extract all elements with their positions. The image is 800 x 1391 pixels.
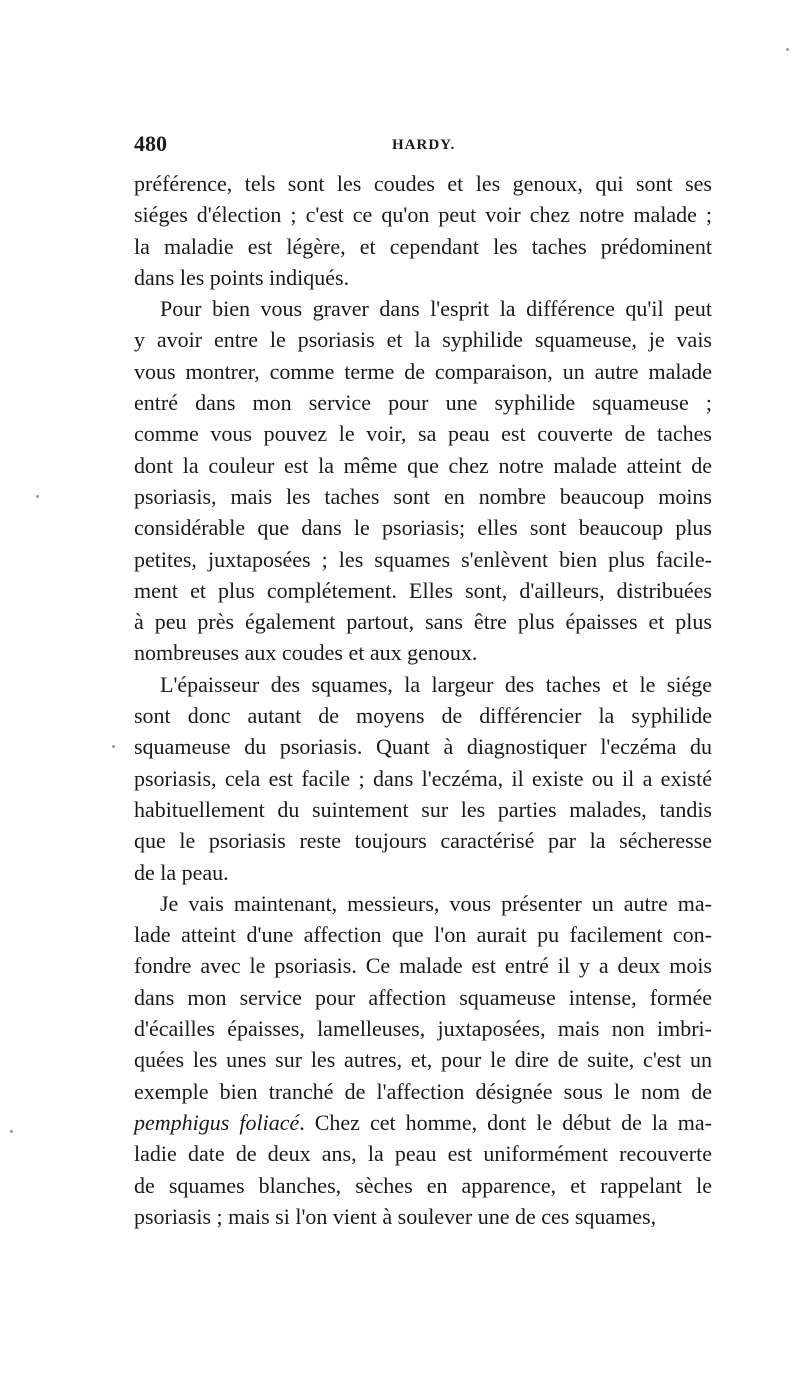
body-text	[134, 168, 712, 1232]
text-line: à peu près également partout, sans être plus épaisses et plus	[134, 609, 712, 635]
text-line: fondre avec le psoriasis. Ce malade est entré il y a deux mois	[134, 953, 712, 979]
text-line: dont la couleur est la même que chez notre malade atteint de	[134, 452, 712, 478]
paragraph	[134, 168, 712, 293]
running-head: HARDY.	[392, 137, 456, 153]
text-line: Pour bien vous graver dans l'esprit la différence qu'il peut	[160, 296, 712, 322]
text-line: siéges d'élection ; c'est ce qu'on peut voir chez notre malade ;	[134, 202, 712, 228]
text-line: lade atteint d'une affection que l'on aurait pu facilement con-	[134, 922, 712, 948]
text-line: considérable que dans le psoriasis; elles sont beaucoup plus	[134, 515, 712, 541]
text-line: entré dans mon service pour une syphilide squameuse ;	[134, 390, 712, 416]
text-line: psoriasis, mais les taches sont en nombre beaucoup moins	[134, 483, 712, 509]
paper-speck	[112, 745, 115, 748]
text-line: d'écailles épaisses, lamelleuses, juxtaposées, mais non imbri-	[134, 1016, 712, 1042]
text-line: ment et plus complétement. Elles sont, d'ailleurs, distribuées	[134, 577, 712, 603]
text-line: préférence, tels sont les coudes et les genoux, qui sont ses	[134, 171, 712, 196]
text-line: pemphigus foliacé. Chez cet homme, dont le début de la ma-	[134, 1109, 712, 1135]
italic-term: pemphigus foliacé	[134, 1109, 300, 1135]
text-line: vous montrer, comme terme de comparaison, un autre malade	[134, 358, 712, 384]
text-line: comme vous pouvez le voir, sa peau est couverte de taches	[134, 421, 712, 447]
paper-speck	[786, 48, 789, 51]
paragraph	[134, 293, 712, 669]
text-line: exemple bien tranché de l'affection désignée sous le nom de	[134, 1078, 712, 1104]
text-line: de la peau.	[134, 859, 229, 885]
text-line: la maladie est légère, et cependant les taches prédominent	[134, 233, 712, 259]
text-line: psoriasis ; mais si l'on vient à soulever une de ces squames,	[134, 1203, 657, 1229]
text-line: sont donc autant de moyens de différencier la syphilide	[134, 703, 712, 729]
text-line: petites, juxtaposées ; les squames s'enlèvent bien plus facile-	[134, 546, 712, 572]
text-line: dans les points indiqués.	[134, 264, 350, 290]
text-line: L'épaisseur des squames, la largeur des taches et le siége	[160, 671, 712, 697]
paragraph	[134, 669, 712, 888]
text-line: de squames blanches, sèches en apparence, et rappelant le	[134, 1172, 712, 1198]
paper-speck	[36, 495, 39, 498]
text-line: squameuse du psoriasis. Quant à diagnostiquer l'eczéma du	[134, 734, 712, 760]
text-line: Je vais maintenant, messieurs, vous présenter un autre ma-	[160, 890, 712, 916]
text-line: psoriasis, cela est facile ; dans l'eczéma, il existe ou il a existé	[134, 765, 712, 791]
text-line: y avoir entre le psoriasis et la syphilide squameuse, je vais	[134, 327, 712, 353]
text-line: nombreuses aux coudes et aux genoux.	[134, 640, 478, 666]
paragraph	[134, 888, 712, 1232]
page-header	[134, 131, 714, 161]
paper-speck	[10, 1130, 13, 1133]
text-line: quées les unes sur les autres, et, pour le dire de suite, c'est un	[134, 1047, 712, 1073]
text-line: que le psoriasis reste toujours caractérisé par la sécheresse	[134, 828, 712, 854]
text-line: habituellement du suintement sur les parties malades, tandis	[134, 796, 712, 822]
text-line: ladie date de deux ans, la peau est uniformément recouverte	[134, 1141, 712, 1167]
page-number: 480	[134, 131, 167, 156]
text-line: dans mon service pour affection squameuse intense, formée	[134, 984, 712, 1010]
